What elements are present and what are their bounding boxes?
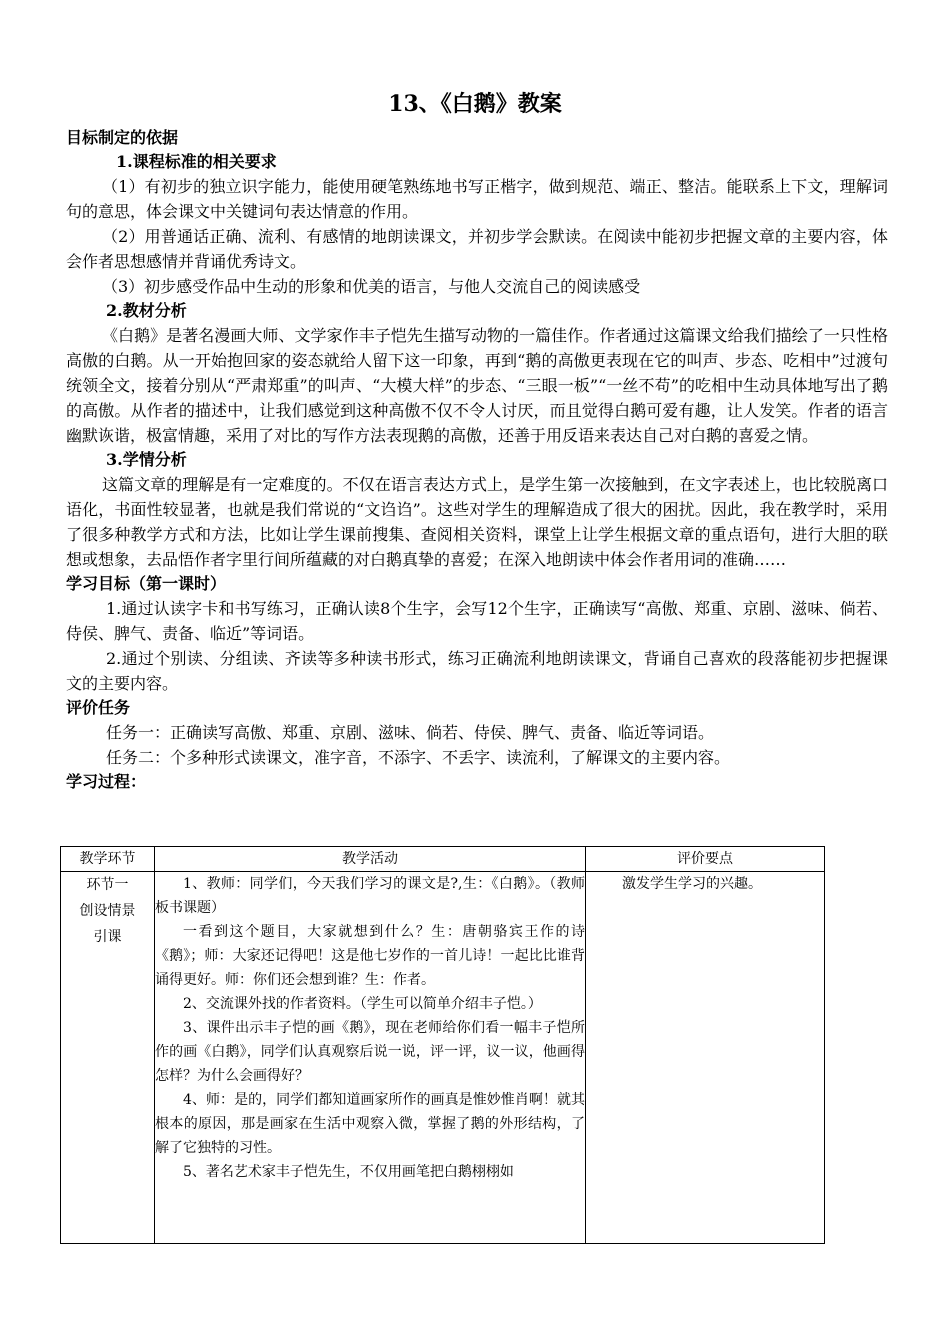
learners-heading: 3.学情分析 [106,450,187,469]
activity-paragraph: 2、交流课外找的作者资料。（学生可以简单介绍丰子恺。） [183,996,542,1012]
table-row [61,872,825,1244]
evaluation-point: 激发学生学习的兴趣。 [622,876,762,892]
document-body [66,126,888,794]
standards-item: （3）初步感受作品中生动的形象和优美的语言，与他人交流自己的阅读感受 [102,277,641,296]
material-heading: 2.教材分析 [106,301,187,320]
process-heading: 学习过程： [66,772,147,791]
activity-paragraph: 一看到这个题目，大家就想到什么？生：唐朝骆宾王作的诗《鹅》；师：大家还记得吧！这是他七岁作的一首儿诗！一起比比谁背诵得更好。师：你们还会想到谁？生：作者。 [155,924,585,988]
evaluation-cell [586,872,825,1244]
process-table [60,846,825,1244]
goal-item: 2.通过个别读、分组读、齐读等多种读书形式，练习正确流利地朗读课文，背诵自己喜欢的段落能初步把握课文的主要内容。 [66,649,888,693]
activity-paragraph: 1、教师：同学们，今天我们学习的课文是?,生：《白鹅》。（教师板书课题） [155,876,585,916]
tasks-heading: 评价任务 [66,698,131,717]
basis-heading: 目标制定的依据 [66,128,179,147]
stage-cell [61,872,155,1244]
table-header-row [61,847,825,872]
learners-text: 这篇文章的理解是有一定难度的。不仅在语言表达方式上，是学生第一次接触到，在文字表述上，也比较脱离口语化，书面性较显著，也就是我们常说的“文诌诌”。这些对学生的理解造成了很大的困扰。因此，我在教学时，采用了很多种教学方式和方法，比如让学生课前搜集、查阅相关资料，课堂上让学生根据文章的重点语句，进行大胆的联想或想象，去品悟作者字里行间所蕴藏的对白鹅真挚的喜爱；在深入地朗读中体会作者用词的准确…… [66,475,888,569]
goals-heading: 学习目标（第一课时） [66,574,227,593]
page-title: 13、《白鹅》教案 [388,91,562,117]
standards-heading: 1.课程标准的相关要求 [116,152,277,171]
activity-paragraph: 3、课件出示丰子恺的画《鹅》，现在老师给你们看一幅丰子恺所作的画《白鹅》，同学们认真观察后说一说，评一评，议一议，他画得怎样？为什么会画得好？ [155,1020,585,1084]
activity-cell [155,872,586,1244]
column-header: 评价要点 [586,847,825,872]
activity-paragraph: 4、师：是的，同学们都知道画家所作的画真是惟妙惟肖啊！就其根本的原因，那是画家在生活中观察入微，掌握了鹅的外形结构，了解了它独特的习性。 [155,1092,585,1156]
material-text: 《白鹅》是著名漫画大师、文学家作丰子恺先生描写动物的一篇佳作。作者通过这篇课文给我们描绘了一只性格高傲的白鹅。从一开始抱回家的姿态就给人留下这一印象，再到“鹅的高傲更表现在它的叫声、步态、吃相中”过渡句统领全文，接着分别从“严肃郑重”的叫声、“大模大样”的步态、“三眼一板”“一丝不苟”的吃相中生动具体地写出了鹅的高傲。从作者的描述中，让我们感觉到这种高傲不仅不令人讨厌，而且觉得白鹅可爱有趣，让人发笑。作者的语言幽默诙谐，极富情趣，采用了对比的写作方法表现鹅的高傲，还善于用反语来表达自己对白鹅的喜爱之情。 [66,326,888,445]
goal-item: 1.通过认读字卡和书写练习，正确认读8个生字，会写12个生字，正确读写“高傲、郑重、京剧、滋味、倘若、侍侯、脾气、责备、临近”等词语。 [66,599,888,643]
standards-item: （1）有初步的独立识字能力，能使用硬笔熟练地书写正楷字，做到规范、端正、整洁。能联系上下文，理解词句的意思，体会课文中关键词句表达情意的作用。 [66,177,888,221]
column-header: 教学活动 [155,847,586,872]
stage-line: 创设情景 [79,903,136,919]
column-header: 教学环节 [61,847,155,872]
stage-line: 环节一 [86,877,129,893]
standards-item: （2）用普通话正确、流利、有感情的地朗读课文，并初步学会默读。在阅读中能初步把握文章的主要内容，体会作者思想感情并背诵优秀诗文。 [66,227,888,271]
task-item: 任务二：个多种形式读课文，准字音，不添字、不丢字、读流利，了解课文的主要内容。 [106,748,731,767]
activity-paragraph: 5、著名艺术家丰子恺先生，不仅用画笔把白鹅栩栩如 [183,1164,514,1180]
stage-line: 引课 [93,929,122,945]
task-item: 任务一：正确读写高傲、郑重、京剧、滋味、倘若、侍侯、脾气、责备、临近等词语。 [106,723,715,742]
